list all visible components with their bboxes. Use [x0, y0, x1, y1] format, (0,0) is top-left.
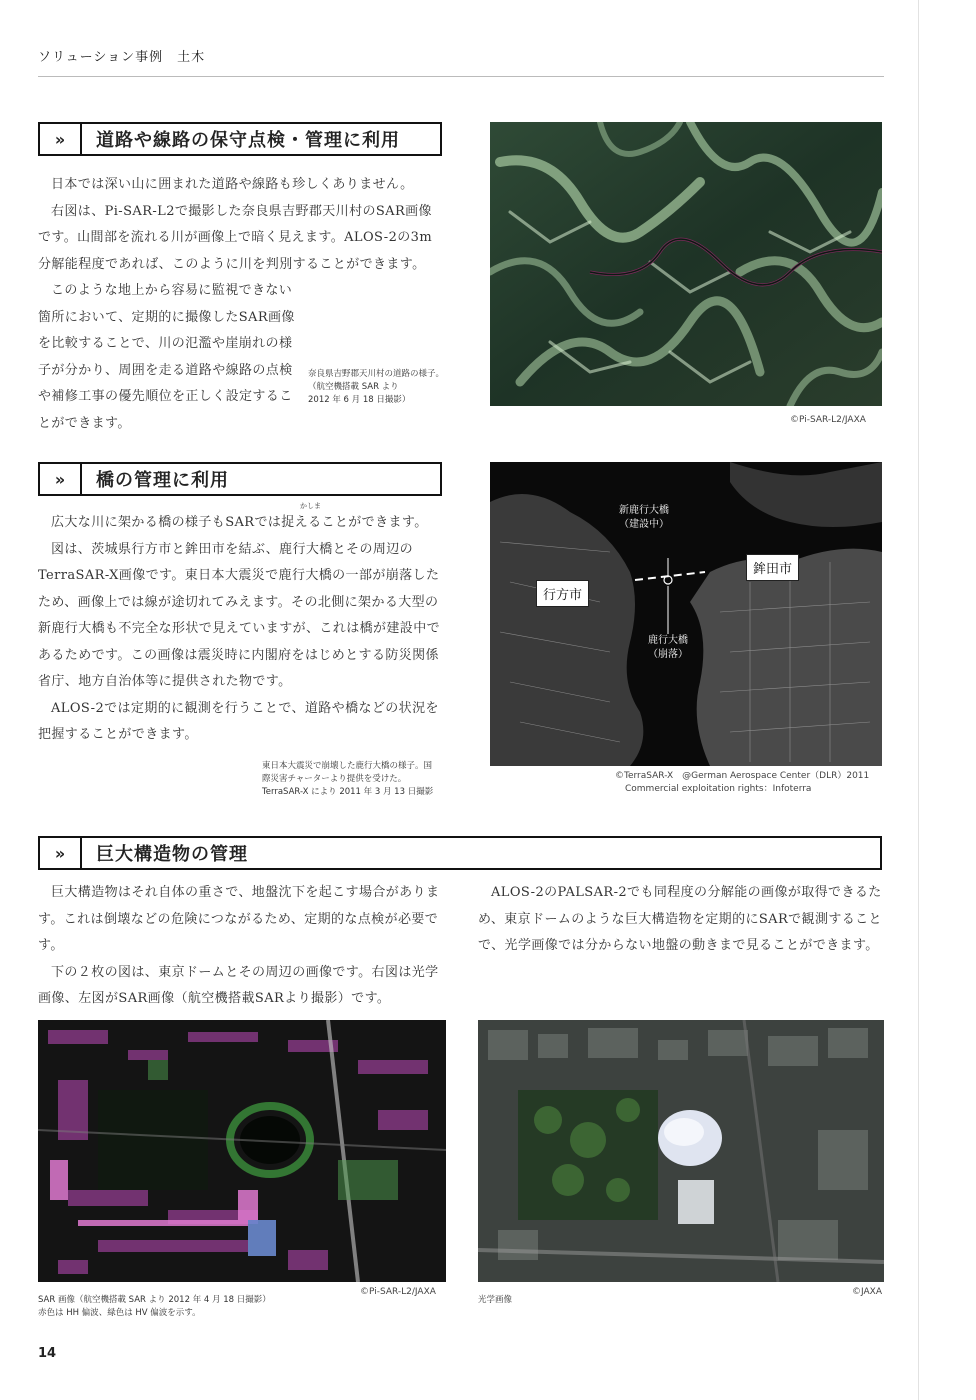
sar-bridge-image — [490, 462, 882, 766]
image-credit: ©TerraSAR-X @German Aerospace Center（DLR）2011 Commercial exploitation rights：Infoterra — [615, 771, 870, 794]
paragraph: このような地上から容易に監視できない箇所において、定期的に撮像したSAR画像を比較することで、川の氾濫や崖崩れの様子が分かり、周囲を走る道路や線路の点検や補修工事の優先順位を正しく設定することができます。 — [38, 283, 295, 431]
sar-dome-image — [38, 1020, 446, 1282]
figure-caption-bridge: 東日本大震災で崩壊した鹿行大橋の様子。国 際災害チャーターより提供を受けた。 TerraSAR-X により 2011 年 3 月 13 日撮影 — [262, 761, 434, 797]
section-heading-bridge — [38, 462, 442, 496]
section-body-structure-right — [478, 880, 884, 960]
running-header: ソリューション事例 土木 — [38, 50, 206, 65]
paragraph: ALOS-2のPALSAR-2でも同程度の分解能の画像が取得できるため、東京ドームのような巨大構造物を定期的にSARで観測することで、光学画像では分からない地盤の動きまで見ることができます。 — [478, 885, 882, 953]
paragraph: 広大な川に架かる橋の様子もSARでは捉えることができます。 — [51, 515, 428, 530]
page-number: 14 — [38, 1346, 57, 1361]
paragraph: ALOS-2では定期的に観測を行うことで、道路や橋などの状況を把握することができます。 — [38, 700, 439, 742]
image-credit: ©JAXA — [852, 1287, 882, 1297]
paragraph: 図は、茨城県行方市と鉾田市を結ぶ、鹿行大橋とその周辺のTerraSAR-X画像です。東日本大震災で鹿行大橋の一部が崩落したため、画像上では線が途切れてみえます。その北側に架かる大型の新鹿行大橋も不完全な形状で見えていますが、これは橋が建設中であるためです。この画像は震災時に内閣府をはじめとする防災関係省庁、地方自治体等に提供された物です。 — [38, 541, 441, 689]
section-heading-structure — [38, 836, 882, 870]
section-heading-road — [38, 122, 442, 156]
section-title: 道路や線路の保守点検・管理に利用 — [96, 130, 400, 151]
optical-dome-image — [478, 1020, 884, 1282]
figure-caption-sar-dome: SAR 画像（航空機搭載 SAR より 2012 年 4 月 18 日撮影） 赤色は HH 偏波、緑色は HV 偏波を示す。 — [38, 1295, 271, 1318]
section-title: 橋の管理に利用 — [96, 470, 229, 491]
sar-mountain-image — [490, 122, 882, 406]
chevron-icon: » — [40, 464, 82, 494]
paragraph: 右図は、Pi-SAR-L2で撮影した奈良県吉野郡天川村のSAR画像です。山間部を流れる川が画像上で暗く見えます。ALOS-2の3m分解能程度であれば、このように川を判別することができます。 — [38, 203, 433, 272]
paragraph: 下の２枚の図は、東京ドームとその周辺の画像です。右図は光学画像、左図がSAR画像（航空機搭載SARより撮影）です。 — [38, 964, 439, 1006]
chevron-icon: » — [40, 838, 82, 868]
section-title: 巨大構造物の管理 — [96, 844, 248, 865]
image-credit: ©Pi-SAR-L2/JAXA — [790, 415, 866, 425]
header-rule — [38, 76, 884, 77]
figure-caption-optical: 光学画像 — [478, 1295, 513, 1305]
paragraph: 日本では深い山に囲まれた道路や線路も珍しくありません。 — [51, 177, 414, 192]
label-namegata: 行方市 — [536, 580, 589, 607]
label-hokota: 鉾田市 — [746, 554, 799, 581]
chevron-icon: » — [40, 124, 82, 154]
section-body-structure-left — [38, 880, 444, 1013]
ruby-reading: かしま — [300, 502, 321, 510]
section-body-bridge — [38, 510, 444, 749]
figure-caption-road: 奈良県吉野郡天川村の道路の様子。 （航空機搭載 SAR より 2012 年 6 月 18 日撮影） — [308, 369, 445, 405]
page-edge-line — [918, 0, 919, 1400]
image-credit: ©Pi-SAR-L2/JAXA — [360, 1287, 436, 1297]
callout-collapsed-bridge: 鹿行大橋 （崩落） — [648, 635, 688, 660]
callout-new-bridge: 新鹿行大橋 （建設中） — [619, 505, 669, 530]
paragraph: 巨大構造物はそれ自体の重さで、地盤沈下を起こす場合があります。これは倒壊などの危険につながるため、定期的な点検が必要です。 — [38, 885, 440, 953]
